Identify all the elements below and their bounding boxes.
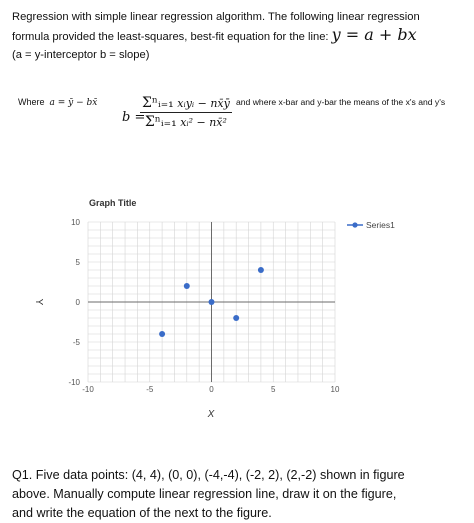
slope-fraction <box>140 95 232 130</box>
y-tick-label: -5 <box>72 338 80 347</box>
data-point <box>209 299 215 305</box>
intercept-equation: a = ȳ − bx̄ <box>49 98 98 108</box>
data-point <box>258 267 264 273</box>
numerator-expression: xᵢyᵢ − nx̄ȳ <box>177 97 230 110</box>
denominator-expression: xᵢ² − nx̄² <box>180 116 227 129</box>
chart-title: Graph Title <box>89 198 137 208</box>
question-line-2: above. Manually compute linear regression line, draw it on the figure, <box>12 487 397 501</box>
x-tick-label: -5 <box>146 385 154 394</box>
intro-line-2 <box>12 26 467 46</box>
y-tick-label: 10 <box>71 218 80 227</box>
slope-label: b = <box>122 110 146 125</box>
legend-marker <box>352 222 357 227</box>
intro-line-3: (a = y-interceptor b = slope) <box>12 49 150 61</box>
y-tick-label: -10 <box>68 378 80 387</box>
question-text <box>12 466 467 523</box>
formula-block <box>18 93 468 153</box>
y-axis-label: Y <box>33 298 44 306</box>
intro-line-1: Regression with simple linear regression algorithm. The following linear regression <box>12 11 420 23</box>
data-point <box>184 283 190 289</box>
slope-numerator <box>140 95 232 113</box>
question-line-1: Q1. Five data points: (4, 4), (0, 0), (-4,-4), (-2, 2), (2,-2) shown in figure <box>12 468 405 482</box>
data-point <box>159 331 165 337</box>
data-point <box>233 315 239 321</box>
x-axis-label: X <box>207 409 215 420</box>
y-tick-label: 0 <box>75 298 80 307</box>
means-note: and where x-bar and y-bar the means of the x's and y's <box>236 97 446 107</box>
x-tick-labels <box>82 385 340 394</box>
y-tick-label: 5 <box>75 258 80 267</box>
scatter-chart <box>0 190 474 430</box>
x-tick-label: -10 <box>82 385 94 394</box>
y-tick-labels <box>68 218 80 387</box>
x-tick-label: 10 <box>330 385 340 394</box>
intro-line-2-text: formula provided the least-squares, best-fit equation for the line: <box>12 31 329 43</box>
x-tick-label: 5 <box>271 385 276 394</box>
denominator-sum-symbol: Σⁿᵢ₌₁ <box>144 114 177 130</box>
line-equation: y = a + bx <box>331 25 417 44</box>
numerator-sum-symbol: Σⁿᵢ₌₁ <box>142 95 174 111</box>
slope-denominator <box>140 113 232 130</box>
intercept-formula <box>18 97 97 108</box>
chart-legend <box>347 220 395 230</box>
where-label: Where <box>18 97 45 107</box>
legend-series-name: Series1 <box>366 220 395 230</box>
intro-text <box>12 8 467 64</box>
question-line-3: and write the equation of the next to the figure. <box>12 506 272 520</box>
x-tick-label: 0 <box>209 385 214 394</box>
